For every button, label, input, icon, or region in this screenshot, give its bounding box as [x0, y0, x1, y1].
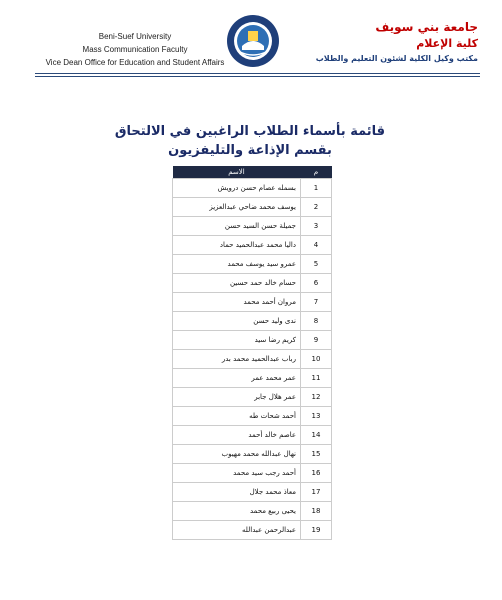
student-name: بسمله عصام حسن درويش: [173, 179, 301, 198]
faculty-name-ar: كلية الإعلام: [416, 37, 478, 50]
table-row: [173, 312, 332, 331]
student-name: يحيى ربيع محمد: [173, 502, 301, 521]
office-name-en: Vice Dean Office for Education and Student Affairs: [45, 58, 225, 67]
row-number: 12: [301, 388, 332, 407]
student-name: معاذ محمد جلال: [173, 483, 301, 502]
university-logo: [226, 14, 280, 68]
column-header-number: م: [301, 166, 332, 179]
document-subtitle: بقسم الإذاعة والتليفزيون: [168, 143, 332, 158]
student-name: ندى وليد حسن: [173, 312, 301, 331]
table-row: [173, 407, 332, 426]
table-row: [173, 331, 332, 350]
row-number: 8: [301, 312, 332, 331]
table-row: [173, 179, 332, 198]
student-name: حسام خالد حمد حسين: [173, 274, 301, 293]
faculty-name-en: Mass Communication Faculty: [82, 45, 188, 54]
table-header-row: [173, 166, 332, 179]
students-table: [172, 166, 332, 540]
header-english: [40, 30, 230, 69]
table-row: [173, 255, 332, 274]
student-name: عاصم خالد أحمد: [173, 426, 301, 445]
row-number: 6: [301, 274, 332, 293]
row-number: 18: [301, 502, 332, 521]
table-row: [173, 217, 332, 236]
university-name-ar: جامعة بني سويف: [375, 20, 478, 34]
row-number: 19: [301, 521, 332, 540]
table-row: [173, 502, 332, 521]
row-number: 13: [301, 407, 332, 426]
row-number: 9: [301, 331, 332, 350]
row-number: 1: [301, 179, 332, 198]
row-number: 4: [301, 236, 332, 255]
office-name-ar: مكتب وكيل الكلية لشئون التعليم والطلاب: [315, 54, 478, 63]
table-row: [173, 236, 332, 255]
university-name-en: Beni-Suef University: [98, 32, 172, 41]
table-row: [173, 464, 332, 483]
row-number: 3: [301, 217, 332, 236]
table-row: [173, 369, 332, 388]
student-name: عمرو سيد يوسف محمد: [173, 255, 301, 274]
table-row: [173, 198, 332, 217]
table-row: [173, 274, 332, 293]
column-header-name: الاسم: [173, 166, 301, 179]
row-number: 7: [301, 293, 332, 312]
student-name: نهال عبدالله محمد مهيوب: [173, 445, 301, 464]
header-rule-thin: [35, 76, 480, 77]
table-row: [173, 388, 332, 407]
student-name: داليا محمد عبدالحميد حماد: [173, 236, 301, 255]
row-number: 11: [301, 369, 332, 388]
row-number: 17: [301, 483, 332, 502]
table-row: [173, 445, 332, 464]
table-row: [173, 293, 332, 312]
table-row: [173, 426, 332, 445]
row-number: 2: [301, 198, 332, 217]
student-name: يوسف محمد ضاحي عبدالعزيز: [173, 198, 301, 217]
document-title: قائمة بأسماء الطلاب الراغبين في الالتحاق: [114, 124, 386, 139]
student-name: عبدالرحمن عبدالله: [173, 521, 301, 540]
student-name: عمر هلال جابر: [173, 388, 301, 407]
row-number: 14: [301, 426, 332, 445]
student-name: رباب عبدالحميد محمد بدر: [173, 350, 301, 369]
row-number: 16: [301, 464, 332, 483]
row-number: 15: [301, 445, 332, 464]
student-name: عمر محمد عمر: [173, 369, 301, 388]
row-number: 5: [301, 255, 332, 274]
header-arabic: [315, 18, 478, 66]
table-row: [173, 483, 332, 502]
student-name: كريم رضا سيد: [173, 331, 301, 350]
header-rule: [35, 73, 480, 74]
student-name: مروان أحمد محمد: [173, 293, 301, 312]
table-row: [173, 350, 332, 369]
student-name: جميلة حسن السيد حسن: [173, 217, 301, 236]
student-name: أحمد شحات طه: [173, 407, 301, 426]
row-number: 10: [301, 350, 332, 369]
table-row: [173, 521, 332, 540]
student-name: أحمد رجب سيد محمد: [173, 464, 301, 483]
